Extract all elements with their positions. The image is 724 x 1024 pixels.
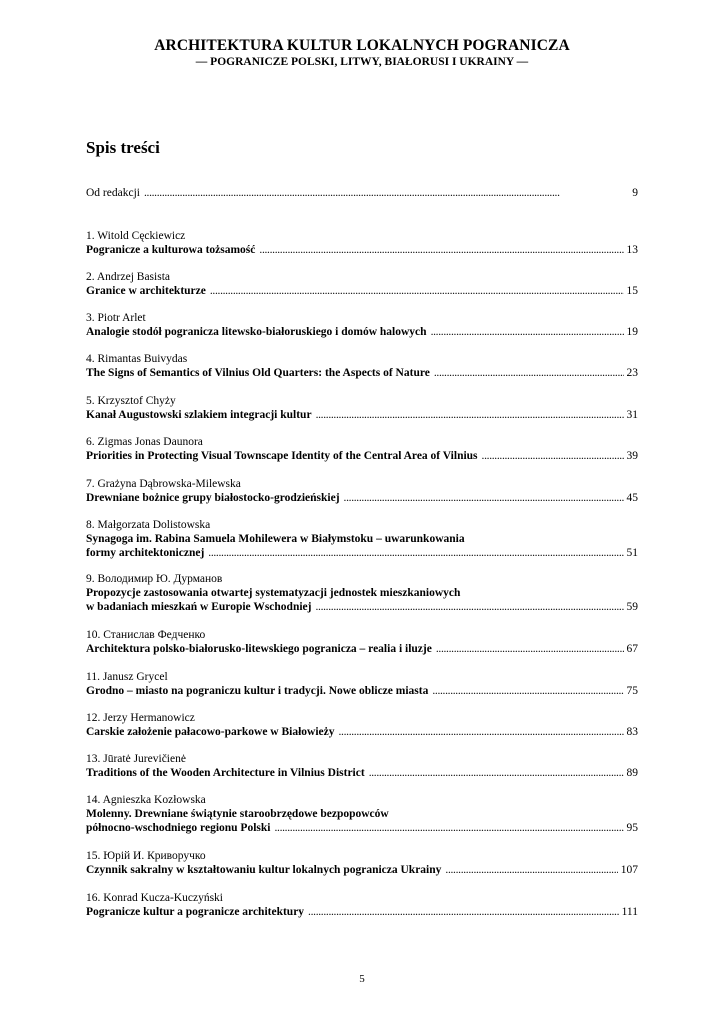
toc-author: 2. Andrzej Basista — [86, 271, 170, 283]
toc-page-number: 45 — [626, 492, 638, 504]
toc-author: 12. Jerzy Hermanowicz — [86, 712, 195, 724]
toc-line — [86, 284, 638, 298]
toc-page-number: 111 — [621, 906, 638, 918]
toc-entry-title: formy architektonicznej — [86, 547, 205, 559]
document-title: ARCHITEKTURA KULTUR LOKALNYCH POGRANICZA — [154, 37, 570, 54]
toc-entry — [86, 752, 638, 780]
toc-author: 13. Jūratė Jurevičienė — [86, 753, 186, 765]
toc-entry — [86, 670, 638, 698]
toc-entry — [86, 352, 638, 380]
toc-entry — [86, 891, 638, 919]
toc-entry — [86, 628, 638, 656]
toc-page-number: 95 — [626, 822, 638, 834]
toc-entry — [86, 311, 638, 339]
toc-page-number: 9 — [632, 187, 638, 199]
toc-page-number: 23 — [626, 367, 638, 379]
toc-line — [86, 684, 638, 698]
toc-entry — [86, 435, 638, 463]
toc-entry-title: Od redakcji — [86, 187, 140, 199]
toc-entry — [86, 518, 638, 560]
toc-entry — [86, 572, 638, 614]
dot-leader — [434, 366, 624, 380]
dot-leader — [432, 684, 623, 698]
toc-author: 11. Janusz Grycel — [86, 671, 168, 683]
toc-line — [86, 491, 638, 505]
toc-line — [86, 766, 638, 780]
toc-page-number: 75 — [626, 685, 638, 697]
toc-page-number: 59 — [626, 601, 638, 613]
toc-page-number: 13 — [626, 244, 638, 256]
dot-leader — [208, 546, 623, 560]
dot-leader — [144, 186, 629, 200]
toc-entry-title: Drewniane bożnice grupy białostocko-grodzieńskiej — [86, 492, 340, 504]
toc-author: 15. Юрій И. Криворучко — [86, 850, 206, 862]
toc-author: 6. Zigmas Jonas Daunora — [86, 436, 203, 448]
toc-page-number: 107 — [620, 864, 638, 876]
toc-entry-title: Czynnik sakralny w kształtowaniu kultur lokalnych pogranicza Ukrainy — [86, 864, 442, 876]
dot-leader — [316, 408, 624, 422]
toc-entry — [86, 229, 638, 257]
toc-entry-editorial — [86, 186, 638, 200]
toc-entry-title: The Signs of Semantics of Vilnius Old Quarters: the Aspects of Nature — [86, 367, 430, 379]
toc-entry — [86, 711, 638, 739]
toc-entry-title: Traditions of the Wooden Architecture in Vilnius District — [86, 767, 365, 779]
toc-entry-title: Analogie stodół pogranicza litewsko-białoruskiego i domów halowych — [86, 326, 427, 338]
toc-entry — [86, 849, 638, 877]
toc-author: 9. Володимир Ю. Дурманов — [86, 573, 223, 585]
toc-title-line: Propozycje zastosowania otwartej systematyzacji jednostek mieszkaniowych — [86, 587, 461, 599]
toc-page-number: 31 — [626, 409, 638, 421]
toc-line — [86, 642, 638, 656]
dot-leader — [274, 821, 623, 835]
document-header — [0, 37, 724, 69]
toc-entry-title: Pogranicze a kulturowa tożsamość — [86, 244, 256, 256]
toc-title-line: Molenny. Drewniane świątynie staroobrzędowe bezpopowców — [86, 808, 389, 820]
toc-author: 1. Witold Cęckiewicz — [86, 230, 186, 242]
toc-line — [86, 725, 638, 739]
toc-page-number: 89 — [626, 767, 638, 779]
toc-entry-title: Priorities in Protecting Visual Townscape Identity of the Central Area of Vilnius — [86, 450, 478, 462]
page-number: 5 — [359, 973, 365, 985]
dot-leader — [315, 600, 623, 614]
toc-line — [86, 325, 638, 339]
toc-author: 4. Rimantas Buivydas — [86, 353, 188, 365]
toc-author: 14. Agnieszka Kozłowska — [86, 794, 206, 806]
toc-title-line: Synagoga im. Rabina Samuela Mohilewera w Białymstoku – uwarunkowania — [86, 533, 465, 545]
toc-entry-title: Carskie założenie pałacowo-parkowe w Białowieży — [86, 726, 335, 738]
dot-leader — [259, 243, 623, 257]
toc-line — [86, 186, 638, 200]
toc-entry-title: Kanał Augustowski szlakiem integracji kultur — [86, 409, 312, 421]
toc-entry-title: Pogranicze kultur a pogranicze architektury — [86, 906, 305, 918]
toc-entry — [86, 793, 638, 835]
toc-entry-title: północno-wschodniego regionu Polski — [86, 822, 271, 834]
toc-entry — [86, 394, 638, 422]
toc-author: 16. Konrad Kucza-Kuczyński — [86, 892, 223, 904]
toc-line — [86, 243, 638, 257]
dot-leader — [339, 725, 624, 739]
dot-leader — [369, 766, 624, 780]
toc-line — [86, 600, 638, 614]
toc-entry — [86, 270, 638, 298]
toc-entry-title: Architektura polsko-białorusko-litewskiego pogranicza – realia i iluzje — [86, 643, 432, 655]
toc-page-number: 39 — [626, 450, 638, 462]
dot-leader — [482, 449, 624, 463]
toc-author: 3. Piotr Arlet — [86, 312, 146, 324]
toc-page-number: 51 — [626, 547, 638, 559]
dot-leader — [431, 325, 624, 339]
toc-line — [86, 546, 638, 560]
document-subtitle: — POGRANICZE POLSKI, LITWY, BIAŁORUSI I UKRAINY — — [195, 56, 529, 68]
toc-line — [86, 821, 638, 835]
toc-page-number: 19 — [626, 326, 638, 338]
toc-entry-title: Grodno – miasto na pograniczu kultur i tradycji. Nowe oblicze miasta — [86, 685, 429, 697]
toc-author: 7. Grażyna Dąbrowska-Milewska — [86, 478, 241, 490]
toc-line — [86, 905, 638, 919]
dot-leader — [344, 491, 624, 505]
toc-page-number: 67 — [626, 643, 638, 655]
dot-leader — [210, 284, 624, 298]
toc-line — [86, 408, 638, 422]
toc-page-number: 83 — [626, 726, 638, 738]
toc-entry-title: Granice w architekturze — [86, 285, 206, 297]
toc-heading: Spis treści — [86, 138, 160, 157]
toc-author: 10. Станислав Федченко — [86, 629, 206, 641]
toc-line — [86, 366, 638, 380]
dot-leader — [445, 863, 617, 877]
toc-entry-title: w badaniach mieszkań w Europie Wschodniej — [86, 601, 312, 613]
table-of-contents — [86, 186, 638, 932]
dot-leader — [436, 642, 624, 656]
toc-entry — [86, 477, 638, 505]
toc-author: 8. Małgorzata Dolistowska — [86, 519, 211, 531]
toc-author: 5. Krzysztof Chyży — [86, 395, 176, 407]
toc-page-number: 15 — [626, 285, 638, 297]
toc-line — [86, 863, 638, 877]
toc-line — [86, 449, 638, 463]
dot-leader — [308, 905, 619, 919]
